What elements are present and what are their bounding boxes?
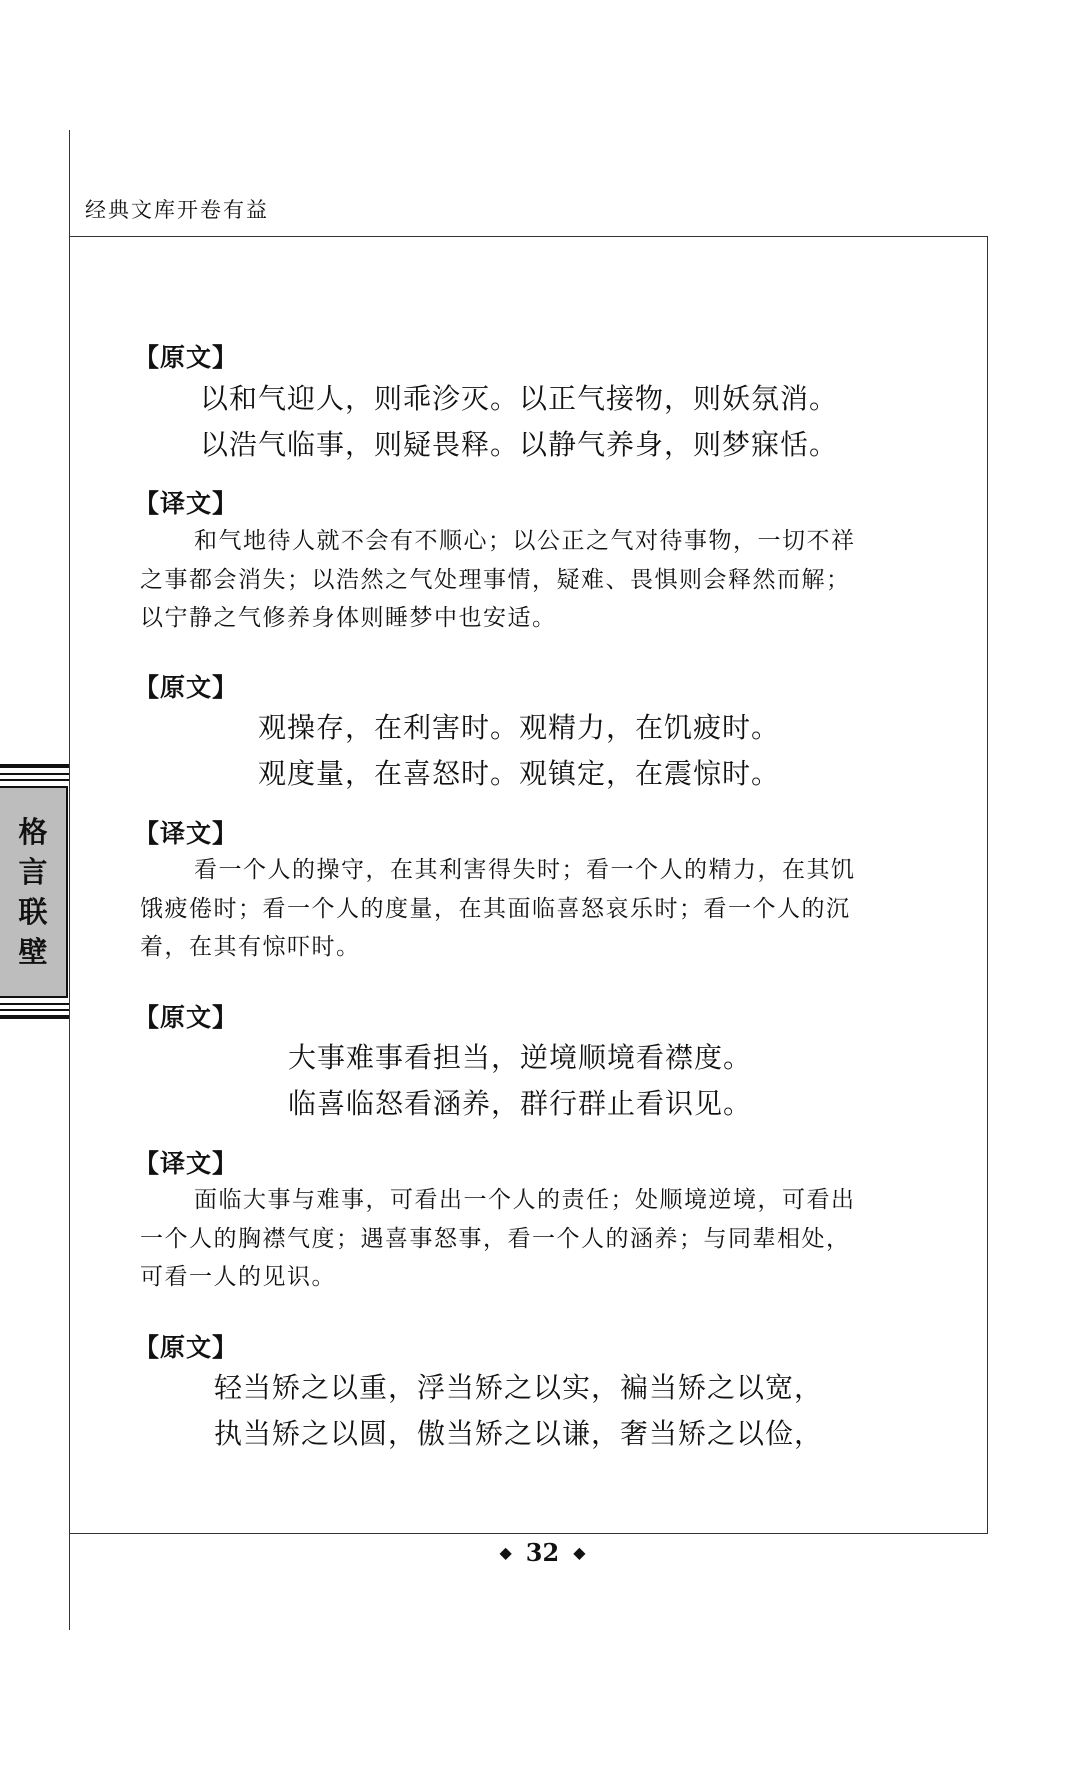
side-tab-char: 格 (18, 815, 48, 849)
translation-line: 着，在其有惊吓时。 (140, 934, 361, 960)
original-text-line: 执当矫之以圆，傲当矫之以谦，奢当矫之以俭， (214, 1417, 824, 1450)
original-text-block (214, 1365, 823, 1457)
translation-line: 面临大事与难事，可看出一个人的责任；处顺境逆境，可看出 (194, 1187, 856, 1213)
running-header: 经典文库开卷有益 (85, 198, 269, 222)
original-text-line: 观度量，在喜怒时。观镇定，在震惊时。 (258, 757, 781, 790)
side-section-tab (0, 764, 69, 1020)
original-text-label: 【原文】 (134, 1333, 239, 1362)
original-text-line: 以和气迎人，则乖沴灭。以正气接物，则妖氛消。 (200, 382, 839, 415)
translation-line: 饿疲倦时；看一个人的度量，在其面临喜怒哀乐时；看一个人的沉 (140, 895, 851, 922)
translation-paragraph (140, 1181, 900, 1297)
translation-line: 一个人的胸襟气度；遇喜事怒事，看一个人的涵养；与同辈相处， (140, 1225, 851, 1252)
translation-label: 【译文】 (134, 819, 239, 848)
original-text-line: 大事难事看担当，逆境顺境看襟度。 (288, 1041, 753, 1074)
side-tab-char: 联 (18, 895, 48, 929)
tab-rule-bottom-thick (0, 1015, 69, 1019)
tab-rule-bottom-thin (0, 1009, 69, 1011)
page-number: 32 (525, 1538, 560, 1567)
original-text-block (258, 705, 780, 797)
original-text-label: 【原文】 (134, 1003, 239, 1032)
side-tab-char: 壁 (18, 935, 48, 969)
original-text-label: 【原文】 (134, 673, 239, 702)
original-text-label: 【原文】 (134, 343, 239, 372)
original-text-block (200, 376, 838, 468)
translation-line: 可看一人的见识。 (140, 1264, 336, 1290)
translation-label: 【译文】 (134, 1149, 239, 1178)
page-footer (0, 1538, 1085, 1567)
original-text-line: 观操存，在利害时。观精力，在饥疲时。 (258, 711, 781, 744)
original-text-line: 轻当矫之以重，浮当矫之以实，褊当矫之以宽， (214, 1371, 824, 1404)
translation-paragraph (140, 851, 900, 967)
side-tab-box (0, 786, 68, 998)
original-text-line: 临喜临怒看涵养，群行群止看识见。 (288, 1087, 753, 1120)
side-tab-char: 言 (18, 855, 48, 889)
tab-rule-top-thin (0, 779, 69, 781)
diamond-ornament-icon: ◆ (499, 1543, 512, 1562)
tab-rule-top-thin (0, 773, 69, 775)
original-text-block (288, 1035, 752, 1127)
translation-line: 看一个人的操守，在其利害得失时；看一个人的精力，在其饥 (194, 857, 856, 883)
translation-label: 【译文】 (134, 489, 239, 518)
translation-paragraph (140, 522, 900, 638)
diamond-ornament-icon: ◆ (573, 1543, 586, 1562)
original-text-line: 以浩气临事，则疑畏释。以静气养身，则梦寐恬。 (200, 428, 839, 461)
translation-line: 之事都会消失；以浩然之气处理事情，疑难、畏惧则会释然而解； (140, 566, 851, 593)
translation-line: 以宁静之气修养身体则睡梦中也安适。 (140, 605, 557, 631)
translation-line: 和气地待人就不会有不顺心；以公正之气对待事物，一切不祥 (194, 528, 856, 554)
tab-rule-bottom-thin (0, 1003, 69, 1005)
tab-rule-top-thick (0, 764, 69, 768)
